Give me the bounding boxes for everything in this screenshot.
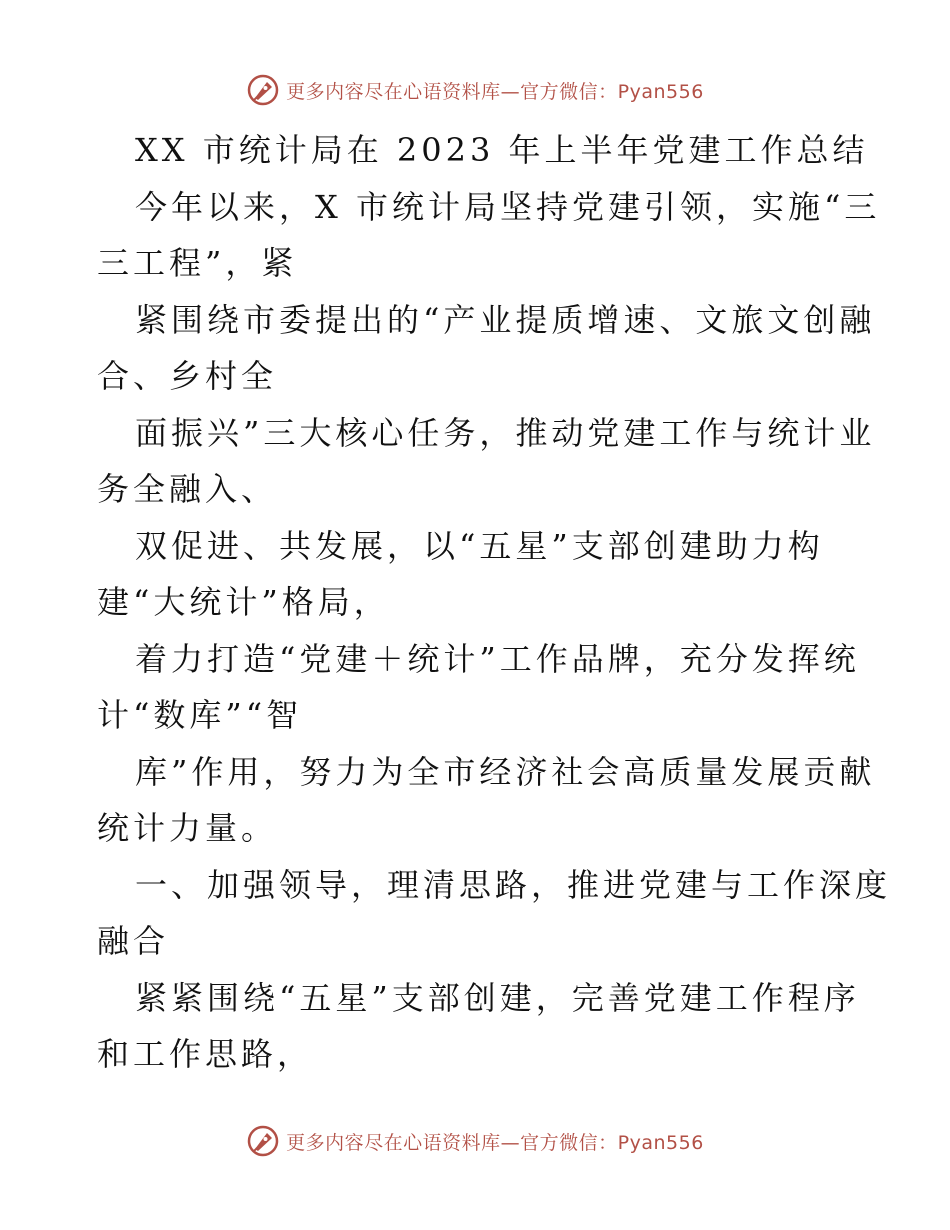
paragraph-line: 合、乡村全 <box>97 357 278 395</box>
pen-nib-logo-icon <box>246 1124 280 1158</box>
paragraph-line: 务全融入、 <box>97 470 278 508</box>
pen-nib-logo-icon <box>246 73 280 107</box>
paragraph-line: 今年以来，X 市统计局坚持党建引领，实施“三 <box>135 187 881 226</box>
watermark-banner-top <box>0 70 950 110</box>
paragraph-line: 统计力量。 <box>97 809 278 847</box>
section-heading-continued: 融合 <box>97 922 170 960</box>
paragraph-line: 建“大统计”格局， <box>97 583 390 621</box>
paragraph-line: 计“数库”“智 <box>97 696 303 734</box>
section-heading: 一、加强领导，理清思路，推进党建与工作深度 <box>135 865 892 904</box>
paragraph-line: 库”作用，努力为全市经济社会高质量发展贡献 <box>135 752 876 791</box>
paragraph-line: 和工作思路， <box>97 1035 314 1073</box>
paragraph-line: 面振兴”三大核心任务，推动党建工作与统计业 <box>135 413 876 452</box>
document-title: XX 市统计局在 2023 年上半年党建工作总结 <box>135 131 869 169</box>
paragraph-line: 三工程”，紧 <box>97 244 298 282</box>
paragraph-line: 双促进、共发展，以“五星”支部创建助力构 <box>135 526 824 565</box>
watermark-banner-bottom <box>0 1121 950 1161</box>
document-body <box>97 122 892 1083</box>
watermark-text: 更多内容尽在心语资料库—官方微信：Pyan556 <box>286 80 704 103</box>
paragraph-line: 着力打造“党建＋统计”工作品牌，充分发挥统 <box>135 639 860 678</box>
watermark-text: 更多内容尽在心语资料库—官方微信：Pyan556 <box>286 1131 704 1154</box>
paragraph-line: 紧紧围绕“五星”支部创建，完善党建工作程序 <box>135 978 860 1017</box>
paragraph-line: 紧围绕市委提出的“产业提质增速、文旅文创融 <box>135 300 876 339</box>
